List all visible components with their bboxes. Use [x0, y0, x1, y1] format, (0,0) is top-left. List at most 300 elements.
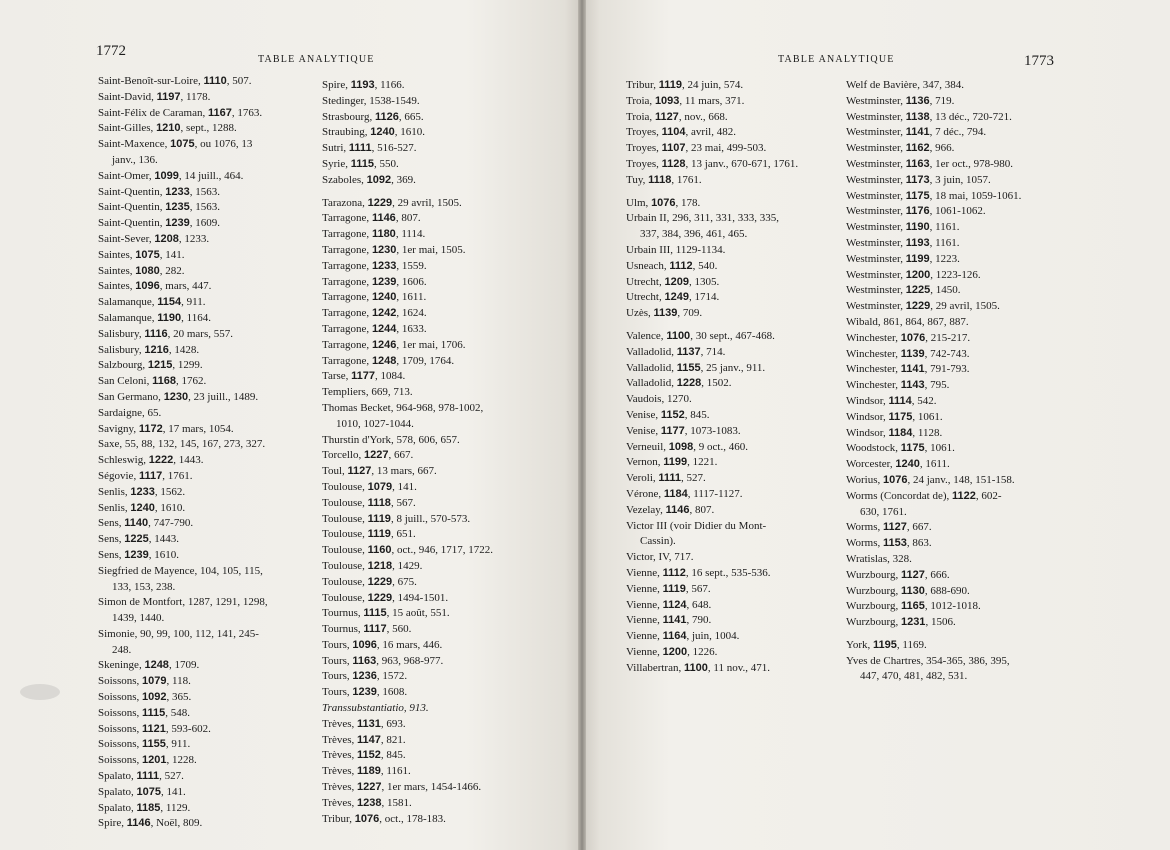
- index-entry: Windsor, 1184, 1128.: [846, 426, 943, 439]
- entry-name: Welf de Bavière, 347, 384.: [846, 79, 964, 91]
- entry-year: 1152: [660, 408, 685, 421]
- entry-reference: 282.: [165, 264, 185, 277]
- index-entry: Sens, 1140, 747-790.: [98, 517, 194, 530]
- entry-year: 1229: [367, 575, 393, 588]
- index-column-2: [322, 78, 493, 827]
- entry-year: 1137: [676, 345, 701, 358]
- entry-name: Spire,: [98, 817, 124, 830]
- entry-year: 1239: [352, 686, 377, 699]
- entry-reference: 821.: [386, 733, 406, 746]
- entry-name: Troia,: [626, 94, 653, 107]
- entry-year: 1121: [142, 722, 166, 735]
- entry-year: 1233: [130, 485, 155, 498]
- entry-reference: 542.: [917, 394, 937, 407]
- entry-name: Trèves,: [322, 796, 355, 809]
- entry-name: Wibald, 861, 864, 867, 887.: [846, 315, 969, 328]
- entry-year: 1110: [203, 75, 227, 87]
- index-entry: [846, 315, 1021, 331]
- entry-reference: 665.: [404, 110, 424, 123]
- entry-name: Westminster,: [846, 300, 904, 313]
- index-entry: Saint-Benoît-sur-Loire, 1110, 507.: [98, 75, 252, 87]
- entry-name: Trèves,: [322, 781, 355, 794]
- entry-name: Saint-Sever,: [98, 232, 152, 245]
- entry-name: Thurstin d'York, 578, 606, 657.: [322, 433, 460, 446]
- entry-name: Vérone,: [626, 487, 662, 500]
- entry-name: Saint-Gilles,: [98, 122, 154, 135]
- entry-name: Winchester,: [846, 379, 898, 392]
- right-page: [582, 0, 1170, 850]
- index-entry: Tarragone, 1242, 1624.: [322, 307, 427, 320]
- entry-year: 1218: [367, 559, 393, 572]
- index-entry: Trèves, 1152, 845.: [322, 749, 406, 762]
- entry-name: Ségovie,: [98, 469, 137, 482]
- entry-reference: 1494-1501.: [397, 591, 449, 604]
- entry-name: Soissons,: [98, 691, 140, 704]
- index-entry: [98, 437, 268, 453]
- entry-reference: 1012-1018.: [930, 600, 981, 613]
- entry-reference: 178.: [681, 196, 701, 209]
- entry-name: Saintes,: [98, 248, 133, 261]
- index-entry: Toulouse, 1118, 567.: [322, 496, 416, 509]
- entry-reference: 911.: [186, 296, 206, 309]
- entry-year: 1093: [654, 94, 680, 107]
- entry-reference: 1161.: [935, 236, 960, 249]
- entry-reference: 1233.: [184, 232, 210, 245]
- entry-reference: 1428.: [174, 343, 200, 356]
- entry-reference: 13 mars, 667.: [376, 465, 437, 478]
- entry-reference: 24 janv., 148, 151-158.: [913, 473, 1015, 486]
- index-entry: Tarse, 1177, 1084.: [322, 370, 406, 383]
- entry-name: Vienne,: [626, 582, 660, 595]
- entry-reference: 1084.: [380, 370, 406, 383]
- index-entry: San Celoni, 1168, 1762.: [98, 375, 207, 388]
- index-entry: Tarragone, 1233, 1559.: [322, 259, 427, 272]
- entry-reference: 527.: [164, 770, 184, 783]
- entry-name: Spire,: [322, 79, 348, 91]
- entry-reference: 688-690.: [930, 584, 970, 597]
- page-number: 1772: [96, 43, 126, 59]
- entry-reference: 719.: [935, 94, 955, 107]
- index-entry: Worms (Concordat de), 1122, 602-: [846, 489, 1002, 502]
- entry-reference: 1763.: [237, 106, 263, 119]
- entry-name: Wurzbourg,: [846, 584, 899, 597]
- entry-year: 1209: [664, 275, 689, 288]
- entry-name: Wratislas, 328.: [846, 552, 912, 565]
- entry-name: Veroli,: [626, 472, 656, 485]
- entry-reference: 13 déc., 720-721.: [935, 110, 1012, 123]
- index-entry: Westminster, 1229, 29 avril, 1505.: [846, 300, 1000, 313]
- index-entry: Skeninge, 1248, 1709.: [98, 659, 200, 672]
- entry-year: 1116: [144, 327, 168, 340]
- entry-reference: 527.: [686, 472, 706, 485]
- index-entry: [322, 701, 493, 717]
- entry-name: Tarragone,: [322, 259, 370, 272]
- entry-name: Westminster,: [846, 173, 904, 186]
- index-entry: [98, 627, 268, 643]
- index-entry: Wurzbourg, 1231, 1506.: [846, 616, 956, 629]
- index-entry: Woodstock, 1175, 1061.: [846, 442, 955, 455]
- index-entry: Salzbourg, 1215, 1299.: [98, 359, 203, 372]
- entry-name: Verneuil,: [626, 440, 667, 453]
- entry-reference: 25 janv., 911.: [706, 361, 766, 374]
- index-entry: Valladolid, 1155, 25 janv., 911.: [626, 361, 766, 374]
- entry-name: Venise,: [626, 424, 659, 437]
- index-entry: Westminster, 1175, 18 mai, 1059-1061.: [846, 189, 1022, 202]
- entry-reference: 1610.: [160, 501, 186, 514]
- entry-name: Troia,: [626, 110, 653, 123]
- index-entry: York, 1195, 1169.: [846, 638, 927, 651]
- entry-reference: 16 mars, 446.: [382, 638, 443, 651]
- entry-name: Senlis,: [98, 501, 128, 514]
- entry-reference: 1506.: [930, 616, 956, 629]
- index-entry: Worcester, 1240, 1611.: [846, 458, 950, 471]
- entry-name: 1439, 1440.: [112, 612, 165, 625]
- entry-reference: 1606.: [401, 275, 427, 288]
- entry-name: Strasbourg,: [322, 110, 373, 123]
- entry-reference: 30 sept., 467-468.: [695, 329, 775, 342]
- entry-year: 1115: [363, 607, 387, 620]
- entry-reference: 560.: [392, 623, 412, 636]
- entry-reference: 1305.: [694, 275, 720, 288]
- entry-year: 1154: [157, 296, 182, 309]
- entry-name: Valladolid,: [626, 361, 674, 374]
- entry-year: 1210: [156, 122, 181, 135]
- index-entry: Strasbourg, 1126, 665.: [322, 110, 424, 123]
- entry-reference: 651.: [396, 528, 416, 541]
- entry-name: Worms,: [846, 537, 881, 550]
- entry-year: 1155: [142, 738, 166, 751]
- entry-name: York,: [846, 638, 871, 651]
- entry-reference: 1761.: [167, 469, 193, 482]
- entry-name: Tribur,: [626, 79, 657, 91]
- entry-name: Stedinger, 1538-1549.: [322, 94, 420, 107]
- entry-name: Victor, IV, 717.: [626, 551, 694, 564]
- entry-reference: 790.: [691, 614, 712, 627]
- index-entry: Westminster, 1138, 13 déc., 720-721.: [846, 110, 1012, 123]
- entry-year: 1164: [662, 630, 687, 643]
- index-entry: Tarragone, 1239, 1606.: [322, 275, 427, 288]
- entry-name: 337, 384, 396, 461, 465.: [640, 228, 748, 241]
- entry-year: 1141: [900, 363, 925, 376]
- index-entry: Toulouse, 1160, oct., 946, 1717, 1722.: [322, 544, 493, 557]
- entry-year: 1176: [905, 205, 930, 218]
- entry-name: Salzbourg,: [98, 359, 146, 372]
- entry-reference: 1559.: [401, 259, 427, 272]
- entry-reference: 118.: [172, 675, 191, 688]
- entry-year: 1189: [357, 765, 381, 778]
- entry-reference: 1061.: [930, 442, 955, 455]
- index-entry: [846, 505, 1021, 521]
- running-header: TABLE ANALYTIQUE: [258, 54, 375, 65]
- entry-reference: 1443.: [178, 454, 204, 467]
- entry-reference: 540.: [698, 259, 718, 272]
- entry-year: 1184: [888, 426, 913, 439]
- index-entry: Trèves, 1131, 693.: [322, 717, 406, 730]
- entry-year: 1235: [165, 201, 190, 214]
- entry-name: Thomas Becket, 964-968, 978-1002,: [322, 401, 484, 414]
- entry-reference: 3 juin, 1057.: [935, 173, 991, 186]
- index-entry: Worms, 1127, 667.: [846, 521, 932, 534]
- entry-name: Tours,: [322, 638, 350, 651]
- entry-name: Sens,: [98, 533, 122, 546]
- entry-name: Toulouse,: [322, 528, 365, 541]
- entry-reference: 1er oct., 978-980.: [935, 157, 1014, 170]
- index-entry: Worms, 1153, 863.: [846, 537, 932, 550]
- entry-reference: 1221.: [692, 456, 718, 469]
- entry-year: 1099: [154, 169, 179, 182]
- entry-reference: 1161.: [935, 221, 960, 234]
- entry-year: 1160: [367, 544, 392, 557]
- entry-name: Uzès,: [626, 307, 651, 320]
- entry-reference: 1633.: [401, 322, 427, 335]
- entry-year: 1128: [661, 157, 686, 170]
- running-header: TABLE ANALYTIQUE: [778, 54, 895, 65]
- entry-name: Cassin).: [640, 535, 676, 548]
- page-smudge: [20, 684, 60, 700]
- entry-year: 1119: [662, 582, 686, 595]
- index-entry: [98, 580, 268, 596]
- index-entry: Valladolid, 1228, 1502.: [626, 377, 732, 390]
- entry-name: Vienne,: [626, 645, 660, 658]
- entry-name: Torcello,: [322, 449, 362, 462]
- entry-reference: 1128.: [917, 426, 943, 439]
- entry-reference: 8 juill., 570-573.: [396, 512, 471, 525]
- index-entry: Torcello, 1227, 667.: [322, 449, 414, 462]
- entry-name: Saintes,: [98, 280, 133, 293]
- entry-reference: 1061.: [917, 410, 943, 423]
- entry-name: Wurzbourg,: [846, 616, 899, 629]
- entry-reference: 1611.: [401, 291, 427, 304]
- entry-name: Saint-Quentin,: [98, 217, 163, 230]
- entry-name: Saint-Omer,: [98, 169, 152, 182]
- index-entry: Soissons, 1079, 118.: [98, 675, 191, 688]
- entry-name: Siegfried de Mayence, 104, 105, 115,: [98, 564, 263, 577]
- entry-reference: 807.: [401, 212, 421, 225]
- index-entry: Sens, 1225, 1443.: [98, 533, 180, 546]
- entry-reference: ou 1076, 13: [200, 138, 253, 151]
- entry-year: 1163: [905, 157, 930, 170]
- index-entry: Spalato, 1075, 141.: [98, 785, 186, 798]
- entry-reference: 807.: [694, 503, 715, 516]
- entry-name: Trèves,: [322, 749, 355, 762]
- entry-reference: 675.: [397, 575, 417, 588]
- entry-name: Toulouse,: [322, 591, 365, 604]
- entry-year: 1115: [350, 157, 374, 170]
- index-entry: Venise, 1152, 845.: [626, 408, 710, 421]
- entry-reference: 791-793.: [930, 363, 970, 376]
- entry-name: Windsor,: [846, 426, 886, 439]
- entry-name: Westminster,: [846, 126, 904, 139]
- index-entry: Winchester, 1143, 795.: [846, 379, 950, 392]
- index-entry: Salamanque, 1154, 911.: [98, 296, 206, 309]
- index-entry: Tarragone, 1246, 1er mai, 1706.: [322, 338, 466, 351]
- entry-reference: 1er mai, 1706.: [401, 338, 466, 351]
- index-entry: Schleswig, 1222, 1443.: [98, 454, 204, 467]
- entry-reference: 966.: [935, 142, 955, 155]
- entry-year: 1248: [371, 354, 397, 367]
- entry-name: Troyes,: [626, 157, 659, 170]
- entry-name: Windsor,: [846, 410, 886, 423]
- index-entry: Tours, 1236, 1572.: [322, 670, 408, 683]
- entry-name: Sutri,: [322, 142, 347, 155]
- entry-name: Soissons,: [98, 738, 140, 751]
- entry-reference: 1581.: [387, 796, 412, 809]
- entry-reference: 1129.: [165, 801, 191, 814]
- entry-reference: 548.: [170, 706, 191, 719]
- entry-year: 1239: [371, 275, 397, 288]
- entry-name: Tournus,: [322, 607, 361, 620]
- entry-name: Salisbury,: [98, 327, 142, 340]
- entry-name: janv., 136.: [112, 153, 158, 166]
- entry-reference: 9 oct., 460.: [698, 440, 748, 453]
- entry-name: Villabertran,: [626, 661, 682, 674]
- index-entry: Verneuil, 1098, 9 oct., 460.: [626, 440, 748, 453]
- entry-year: 1100: [666, 329, 691, 342]
- entry-name: Tours,: [322, 686, 350, 699]
- entry-name: 447, 470, 481, 482, 531.: [860, 670, 968, 683]
- entry-name: Trèves,: [322, 765, 355, 778]
- index-entry: Soissons, 1092, 365.: [98, 691, 192, 704]
- entry-reference: 1450.: [935, 284, 961, 297]
- entry-name: Tarragone,: [322, 338, 370, 351]
- entry-year: 1190: [905, 221, 930, 234]
- entry-name: Valence,: [626, 329, 664, 342]
- entry-year: 1193: [350, 79, 375, 91]
- entry-year: 1119: [658, 79, 683, 91]
- entry-year: 1118: [367, 496, 391, 509]
- entry-name: Saint-Benoît-sur-Loire,: [98, 75, 201, 87]
- entry-year: 1092: [366, 173, 392, 186]
- entry-name: Windsor,: [846, 394, 886, 407]
- index-entry: [322, 401, 493, 417]
- entry-name: 630, 1761.: [860, 505, 907, 518]
- entry-year: 1208: [154, 232, 179, 245]
- entry-year: 1193: [905, 236, 930, 249]
- index-entry: Toulouse, 1229, 675.: [322, 575, 417, 588]
- entry-reference: 29 avril, 1505.: [397, 196, 462, 209]
- entry-reference: 1610.: [400, 126, 426, 139]
- entry-year: 1215: [147, 359, 173, 372]
- index-entry: Saint-Omer, 1099, 14 juill., 464.: [98, 169, 244, 182]
- entry-name: Tarragone,: [322, 228, 370, 241]
- entry-reference: 1228.: [172, 754, 197, 767]
- entry-year: 1079: [367, 480, 393, 493]
- entry-reference: 1709, 1764.: [401, 354, 455, 367]
- entry-reference: 1611.: [925, 458, 950, 471]
- index-entry: Toulouse, 1119, 651.: [322, 528, 416, 541]
- entry-name: Salamanque,: [98, 311, 155, 324]
- entry-name: Tarragone,: [322, 275, 370, 288]
- index-entry: Saint-Gilles, 1210, sept., 1288.: [98, 122, 237, 135]
- entry-year: 1079: [142, 675, 167, 688]
- entry-reference: oct., 178-183.: [384, 812, 446, 825]
- index-entry: [626, 519, 798, 535]
- entry-name: San Germano,: [98, 390, 161, 403]
- entry-year: 1225: [124, 533, 149, 546]
- entry-year: 1075: [136, 785, 161, 798]
- index-entry: [98, 406, 268, 422]
- entry-name: Soissons,: [98, 722, 140, 735]
- entry-year: 1238: [357, 796, 382, 809]
- entry-reference: 1114.: [401, 228, 426, 241]
- entry-name: Simonie, 90, 99, 100, 112, 141, 245-: [98, 627, 259, 640]
- index-entry: Westminster, 1173, 3 juin, 1057.: [846, 173, 991, 186]
- entry-name: Troyes,: [626, 126, 659, 139]
- entry-year: 1146: [126, 817, 151, 830]
- index-entry: Tarragone, 1248, 1709, 1764.: [322, 354, 455, 367]
- index-entry: Syrie, 1115, 550.: [322, 157, 399, 170]
- entry-year: 1177: [351, 370, 376, 383]
- index-entry: Tarragone, 1180, 1114.: [322, 228, 426, 241]
- entry-year: 1233: [165, 185, 190, 198]
- entry-reference: 1178.: [186, 90, 211, 103]
- index-entry: Tournus, 1117, 560.: [322, 623, 412, 636]
- entry-year: 1152: [357, 749, 381, 762]
- entry-reference: 1502.: [706, 377, 732, 390]
- index-entry: Soissons, 1201, 1228.: [98, 754, 197, 767]
- entry-year: 1111: [658, 472, 682, 485]
- entry-name: Trèves,: [322, 733, 355, 746]
- entry-reference: 1061-1062.: [935, 205, 986, 218]
- entry-year: 1240: [895, 458, 920, 471]
- entry-name: Yves de Chartres, 354-365, 386, 395,: [846, 654, 1010, 667]
- index-entry: Worius, 1076, 24 janv., 148, 151-158.: [846, 473, 1015, 486]
- index-entry: Saint-Quentin, 1235, 1563.: [98, 201, 220, 214]
- entry-year: 1118: [648, 173, 672, 186]
- entry-name: Tarazona,: [322, 196, 365, 209]
- index-entry: [98, 564, 268, 580]
- index-entry: Tuy, 1118, 1761.: [626, 173, 702, 186]
- entry-name: Sardaigne, 65.: [98, 406, 162, 419]
- entry-reference: 1223-126.: [935, 268, 981, 281]
- entry-year: 1199: [905, 252, 930, 265]
- entry-name: Syrie,: [322, 157, 348, 170]
- entry-year: 1104: [661, 126, 686, 139]
- entry-name: Tribur,: [322, 812, 353, 825]
- entry-name: Tours,: [322, 654, 350, 667]
- entry-name: Spalato,: [98, 801, 134, 814]
- entry-reference: 369.: [396, 173, 416, 186]
- index-entry: Villabertran, 1100, 11 nov., 471.: [626, 661, 770, 674]
- entry-year: 1130: [900, 584, 925, 597]
- entry-year: 1229: [367, 591, 393, 604]
- entry-name: San Celoni,: [98, 375, 150, 388]
- entry-name: Winchester,: [846, 363, 898, 376]
- index-entry: Spalato, 1185, 1129.: [98, 801, 191, 814]
- entry-year: 1111: [136, 770, 160, 783]
- entry-name: Westminster,: [846, 94, 904, 107]
- entry-reference: 567.: [396, 496, 416, 509]
- entry-year: 1201: [142, 754, 167, 767]
- entry-name: Skeninge,: [98, 659, 142, 672]
- entry-reference: 1er mars, 1454-1466.: [387, 781, 482, 794]
- entry-reference: 1117-1127.: [693, 487, 743, 500]
- entry-name: Tournus,: [322, 623, 361, 636]
- entry-name: Spalato,: [98, 785, 134, 798]
- entry-year: 1242: [371, 307, 397, 320]
- entry-year: 1117: [363, 623, 387, 636]
- entry-year: 1227: [364, 449, 389, 462]
- entry-name: Valladolid,: [626, 345, 674, 358]
- index-entry: Saintes, 1075, 141.: [98, 248, 185, 261]
- entry-name: Saint-Maxence,: [98, 138, 168, 151]
- entry-name: Winchester,: [846, 347, 898, 360]
- index-entry: Ségovie, 1117, 1761.: [98, 469, 193, 482]
- entry-reference: 13 janv., 670-671, 1761.: [691, 157, 799, 170]
- entry-reference: 1226.: [692, 645, 718, 658]
- index-entry: Salisbury, 1216, 1428.: [98, 343, 200, 356]
- entry-name: Worcester,: [846, 458, 893, 471]
